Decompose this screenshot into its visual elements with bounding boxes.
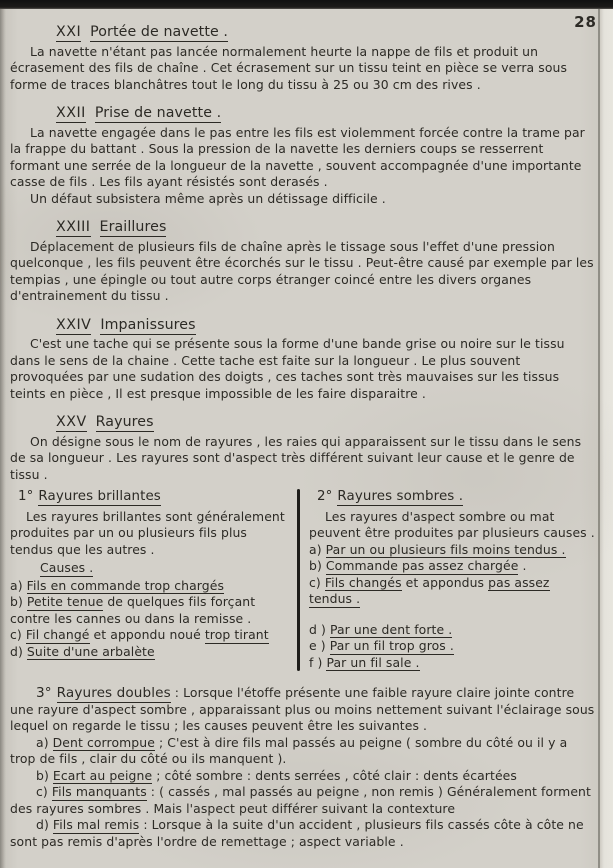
section-heading	[56, 105, 595, 122]
column-heading	[18, 489, 291, 506]
section-numeral: XXIII	[56, 219, 91, 235]
item-marker: d )	[309, 621, 326, 637]
cause-item	[309, 575, 595, 608]
section-title: Eraillures	[99, 219, 167, 235]
item-marker: b)	[10, 594, 23, 609]
section-numeral: XXIV	[56, 316, 92, 333]
scan-left-edge-artifact	[0, 9, 6, 868]
cause-item	[309, 558, 595, 575]
column-intro: Les rayures brillantes sont généralement produites par un ou plusieurs fils plus tendus que les autres .	[10, 508, 285, 557]
cause-item	[10, 784, 595, 817]
column-title: Rayures sombres .	[337, 489, 464, 504]
item-marker: d)	[10, 643, 23, 659]
section-heading	[56, 219, 595, 236]
item-marker: f )	[309, 654, 323, 670]
item-marker: c)	[10, 627, 22, 642]
column-rayures-brillantes	[10, 489, 297, 671]
item-lead: Par un fil trop gros .	[329, 638, 454, 653]
item-lead: Ecart au peigne	[52, 767, 153, 783]
column-intro: Les rayures d'aspect sombre ou mat peuvent être produites par plusieurs causes .	[309, 508, 595, 540]
item-mid: .	[518, 558, 527, 573]
item-rest: : Lorsque à la suite d'un accident , plusieurs fils cassés côte à côte ne sont pas remis d'après l'ordre de remettage ; aspect variable .	[10, 817, 584, 849]
cause-item	[309, 542, 595, 559]
item-lead: Fils manquants	[51, 784, 147, 799]
section-heading	[56, 317, 595, 334]
subsection-intro-text: : Lorsque l'étoffe présente une faible rayure claire jointe contre une rayure d'aspect sombre , apparaissant plus ou moins nettement suivant l'éclairage sous lequel on regarde le tissu ; les causes peuvent être les suivantes .	[10, 685, 595, 733]
subsection-title: Rayures doubles	[56, 685, 171, 701]
section-title: Impanissures	[100, 316, 196, 333]
item-marker: e )	[309, 638, 326, 653]
item-lead: Fils mal remis	[52, 817, 140, 832]
item-marker: a)	[10, 577, 23, 593]
item-lead: Dent corrompue	[52, 734, 155, 750]
subsection-number: 3°	[36, 685, 52, 701]
item-lead: Fil changé	[25, 627, 90, 642]
section-paragraph: Déplacement de plusieurs fils de chaîne après le tissage sous l'effet d'une pression quelconque , les fils peuvent être écorchés sur le tissu . Peut-être causé par exemple par les tempias , une épingle ou tout autre corps étranger coincé entre les divers organes d'entrainement du tissu .	[10, 238, 594, 303]
scan-top-edge-artifact	[0, 0, 613, 9]
section-title: Portée de navette .	[90, 24, 229, 40]
section-portee-de-navette	[10, 24, 595, 93]
column-number: 1°	[18, 489, 34, 504]
item-lead: Suite d'une arbalète	[26, 643, 155, 659]
section-heading	[56, 414, 595, 431]
cause-item	[10, 817, 595, 850]
section-title: Rayures	[95, 414, 154, 430]
rayures-doubles-intro	[10, 685, 595, 735]
column-number: 2°	[317, 489, 333, 504]
section-paragraph: Un défaut subsistera même après un détissage difficile .	[30, 190, 386, 206]
item-mid: et appondu noué	[89, 627, 205, 642]
column-title: Rayures brillantes	[38, 489, 161, 504]
section-numeral: XXI	[56, 24, 82, 40]
section-rayures	[10, 414, 595, 483]
item-lead: Par un ou plusieurs fils moins tendus .	[325, 541, 566, 557]
section-rayures-doubles	[10, 685, 595, 850]
cause-item	[309, 655, 595, 672]
section-paragraph: C'est une tache qui se présente sous la forme d'une bande grise ou noire sur le tissu dans le sens de la chaine . Cette tache est faite sur la longueur . Le plus souvent provoquées par une sudation des doigts , ces taches sont très mauvaises sur les tissus teints en pièce , Il est presque impossible de les faire disparaitre .	[10, 336, 565, 401]
item-lead: Par une dent forte .	[329, 621, 453, 637]
scan-right-edge-artifact	[598, 9, 600, 868]
section-prise-de-navette	[10, 105, 595, 207]
cause-item	[10, 627, 291, 644]
item-marker: a)	[36, 734, 49, 750]
item-marker: c)	[309, 574, 321, 590]
causes-label: Causes .	[40, 560, 94, 575]
item-marker: b)	[36, 767, 49, 783]
cause-item	[10, 594, 291, 627]
item-lead: Commande pas assez chargée	[325, 558, 519, 573]
section-numeral: XXII	[56, 105, 86, 121]
cause-item	[10, 644, 291, 661]
item-marker: a)	[309, 541, 322, 557]
item-marker: b)	[309, 558, 322, 573]
item-mid: et appondus	[401, 574, 489, 590]
item-lead: Petite tenue	[26, 594, 104, 609]
item-marker: d)	[36, 817, 49, 832]
section-paragraph: La navette n'étant pas lancée normalement heurte la nappe de fils et produit un écrasement des fils de chaîne . Cet écrasement sur un tissu teint en pièce se verra sous forme de traces blanchâtres tout le long du tissu à 25 ou 30 cm des rives .	[10, 43, 568, 92]
section-numeral: XXV	[56, 414, 87, 430]
cause-item	[10, 578, 291, 595]
item-lead: Fils changés	[324, 574, 402, 590]
section-paragraph: On désigne sous le nom de rayures , les raies qui apparaissent sur le tissu dans le sens de sa longueur . Les rayures sont d'aspect très différent suivant leur cause et le genre de tissu .	[10, 433, 582, 482]
section-paragraph: La navette engagée dans le pas entre les fils est violemment forcée contre la trame par la frappe du battant . Sous la pression de la navette les derniers coups se resserrent formant une serrée de la longueur de la navette , souvent accompagnée d'une importante casse de fils . Les fils ayant résistés sont derasés .	[10, 124, 585, 189]
rayures-columns	[10, 489, 595, 671]
cause-item	[309, 622, 595, 639]
section-eraillures	[10, 219, 595, 305]
cause-item	[309, 638, 595, 655]
item-mid: de quelques fils forçant contre les cannes ou dans la remisse .	[10, 594, 256, 626]
item-rest: : ( cassés , mal passés au peigne , non remis ) Généralement forment des rayures sombres . Mais l'aspect peut différer suivant la contexture	[10, 784, 591, 816]
section-impanissures	[10, 317, 595, 403]
column-rayures-sombres	[300, 489, 595, 671]
cause-item	[10, 768, 595, 785]
section-heading	[56, 24, 595, 41]
item-tail: pas assez tendus .	[309, 574, 550, 606]
item-tail: trop tirant	[204, 627, 269, 642]
item-lead: Fils en commande trop chargés	[26, 577, 225, 593]
page-content	[10, 12, 595, 850]
column-heading	[317, 489, 595, 506]
item-rest: ; côté sombre : dents serrées , côté clair : dents écartées	[152, 767, 517, 783]
item-rest: ; C'est à dire fils mal passés au peigne ( sombre du côté ou il y a trop de fils , clair du côté ou ils manquent ).	[10, 734, 568, 766]
section-title: Prise de navette .	[94, 105, 222, 121]
page-number: 28	[574, 13, 597, 31]
item-marker: c)	[36, 784, 48, 799]
cause-item	[10, 735, 595, 768]
item-lead: Par un fil sale .	[326, 654, 420, 670]
